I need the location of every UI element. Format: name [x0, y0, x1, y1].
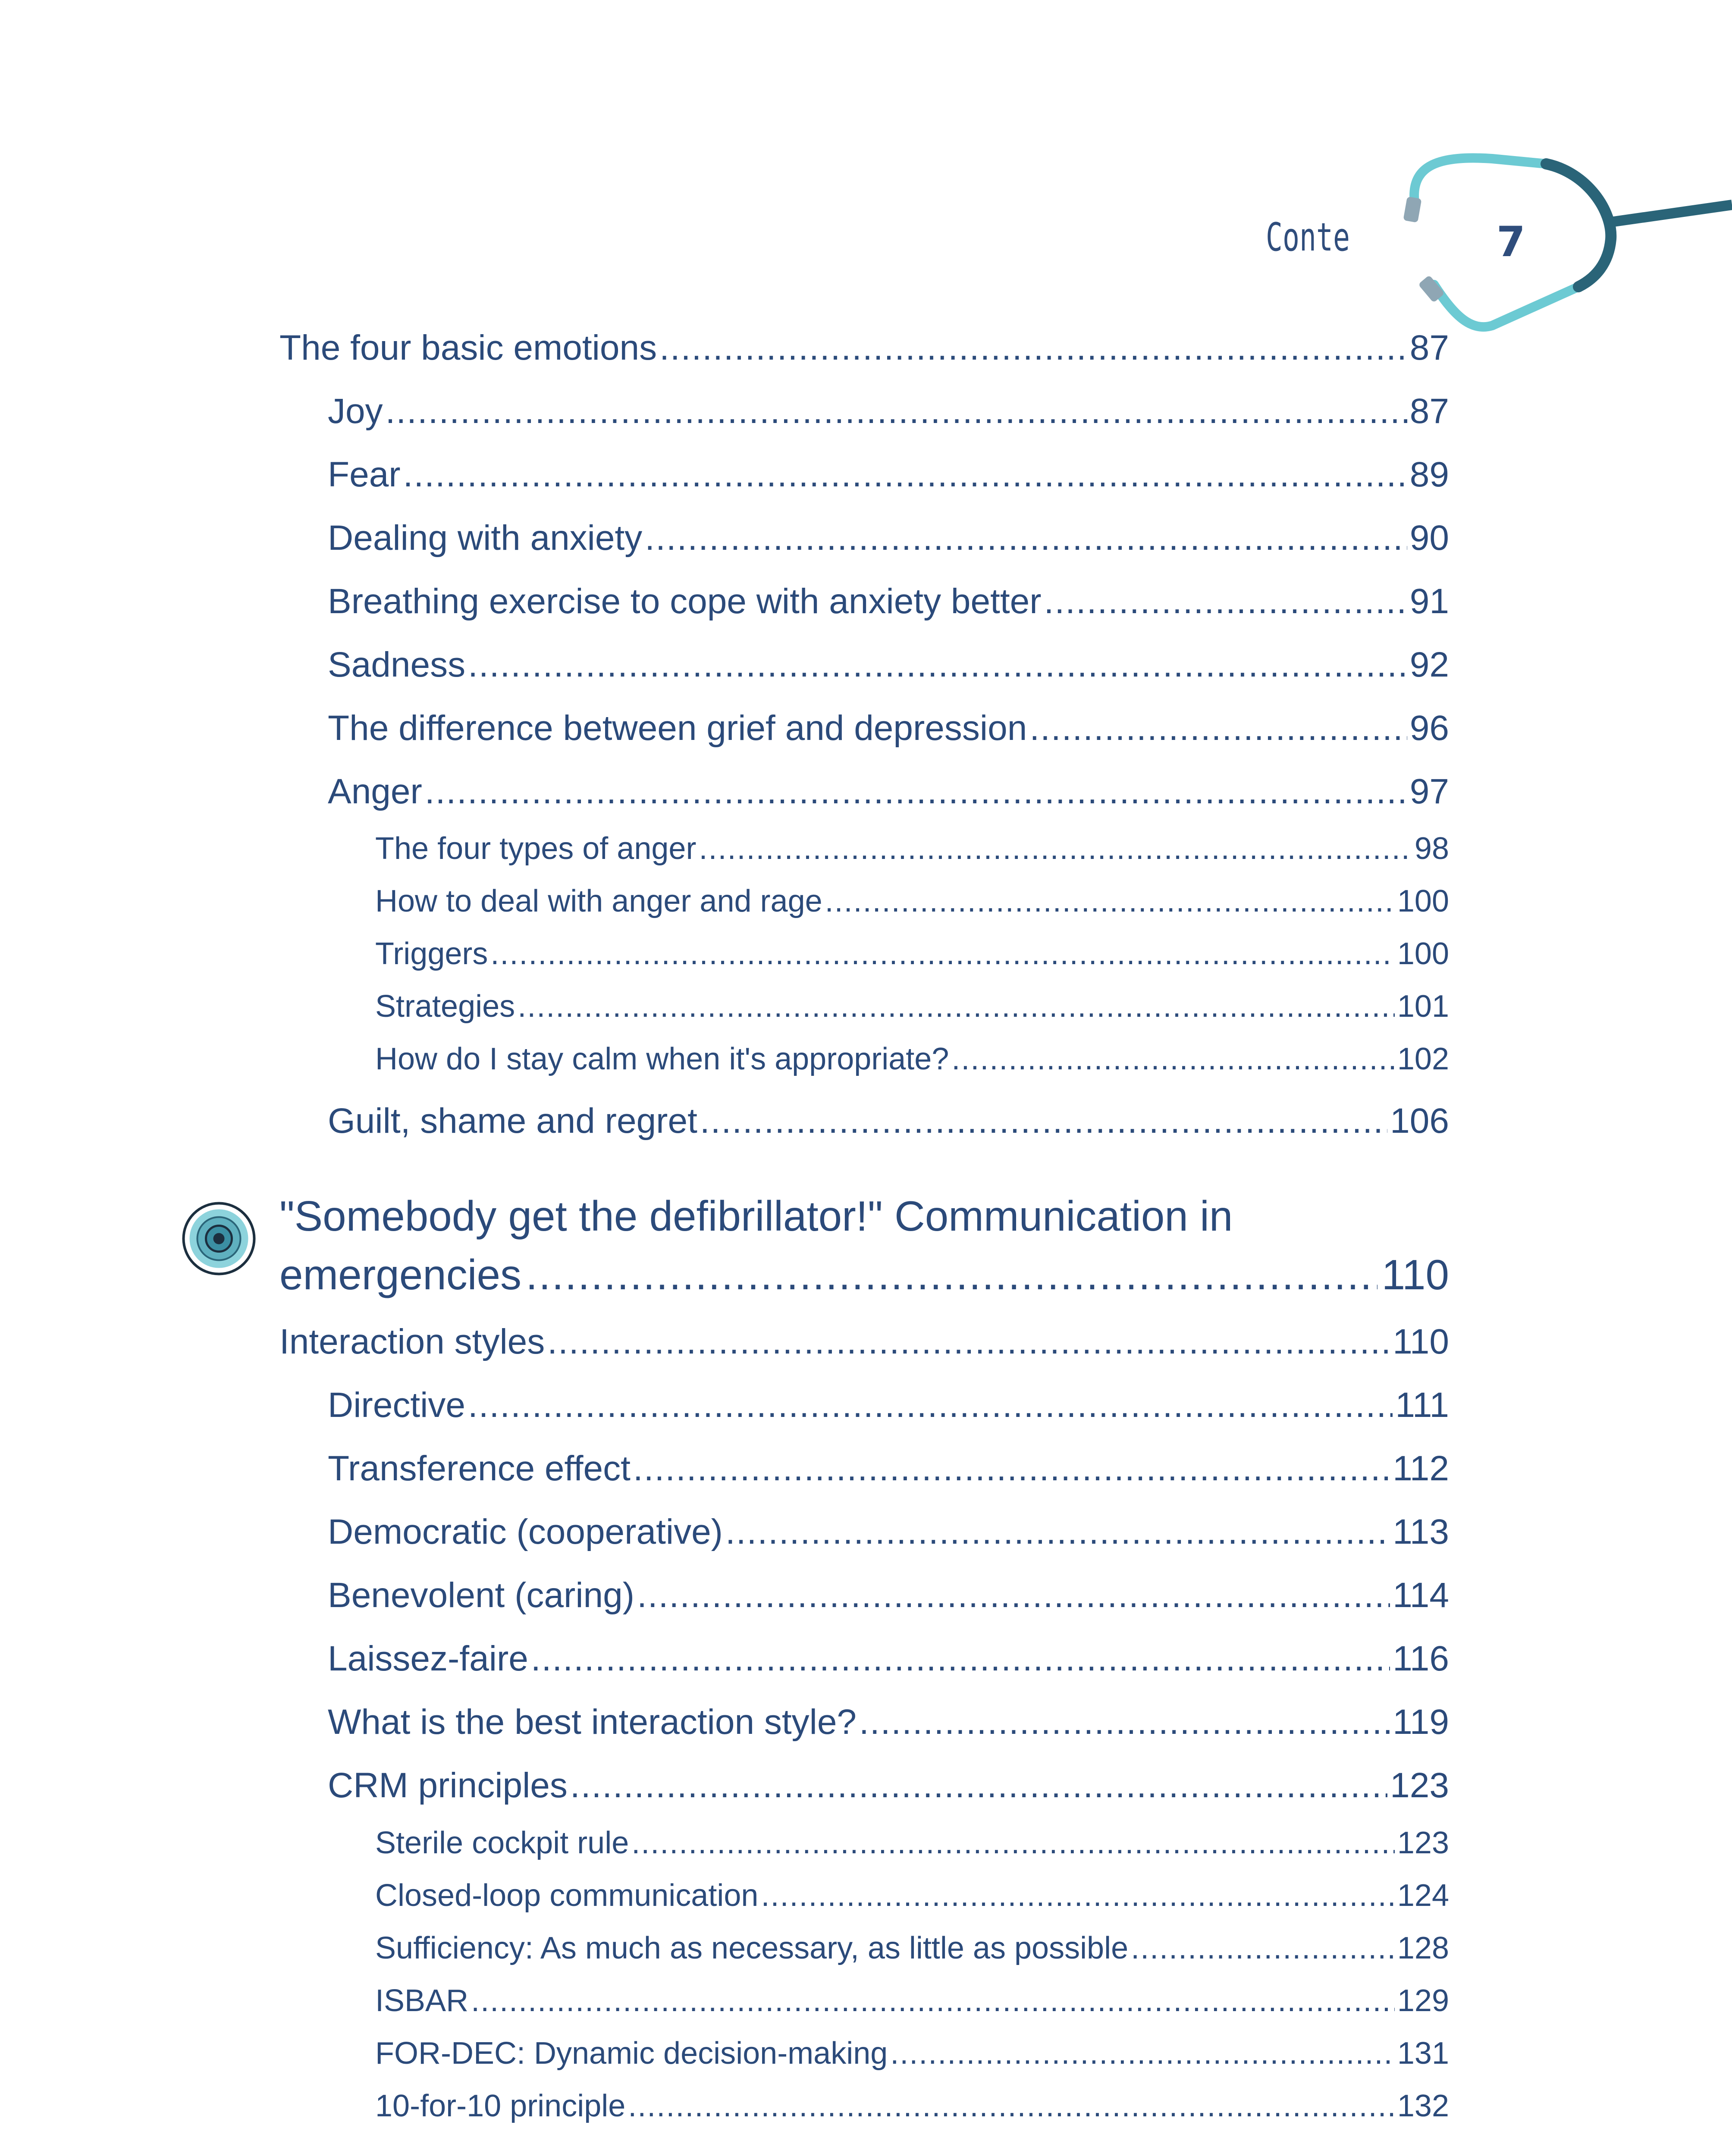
- toc-entry-page: 89: [1409, 455, 1449, 494]
- toc-entry-page: 123: [1390, 1766, 1449, 1805]
- toc-entry-page: 110: [1393, 1322, 1449, 1361]
- toc-entry-label: Anger: [328, 772, 422, 811]
- dot-leader: [659, 328, 1407, 368]
- toc-entry-page: 123: [1397, 1826, 1449, 1860]
- toc-entry[interactable]: [328, 454, 1449, 495]
- toc-entry[interactable]: [328, 645, 1449, 685]
- dot-leader: [526, 1245, 1377, 1304]
- toc-entry-label: Sadness: [328, 645, 466, 684]
- toc-entry-label: Breathing exercise to cope with anxiety better: [328, 582, 1042, 621]
- toc-entry[interactable]: [375, 884, 1449, 919]
- toc-entry-label: The difference between grief and depression: [328, 708, 1027, 748]
- toc-entry-label: CRM principles: [328, 1766, 568, 1805]
- toc-entry-label: Transference effect: [328, 1449, 631, 1488]
- dot-leader: [633, 1448, 1390, 1489]
- toc-entry[interactable]: [328, 1575, 1449, 1616]
- dot-leader: [637, 1575, 1390, 1616]
- toc-entry[interactable]: [375, 1930, 1449, 1966]
- toc-entry[interactable]: [328, 581, 1449, 622]
- toc-entry[interactable]: [375, 1878, 1449, 1913]
- toc-entry-label: Strategies: [375, 989, 515, 1024]
- toc-entry[interactable]: [328, 1385, 1449, 1426]
- toc-entry-label: ISBAR: [375, 1984, 469, 2018]
- toc-entry[interactable]: [375, 2036, 1449, 2071]
- toc-entry-label: Directive: [328, 1385, 465, 1425]
- toc-entry-page: 97: [1409, 772, 1449, 811]
- toc-entry-label: Sterile cockpit rule: [375, 1826, 629, 1860]
- toc-entry-page: 106: [1390, 1101, 1449, 1141]
- toc-entry-page: 102: [1397, 1042, 1449, 1076]
- toc-entry-label: FOR-DEC: Dynamic decision-making: [375, 2036, 888, 2071]
- toc-entry-page: 111: [1395, 1385, 1449, 1425]
- chapter-heading[interactable]: [279, 1187, 1449, 1304]
- dot-leader: [403, 454, 1407, 495]
- toc-entry-page: 92: [1409, 645, 1449, 684]
- dot-leader: [1029, 708, 1407, 749]
- toc-entry-page: 132: [1397, 2089, 1449, 2123]
- toc-entry-page: 119: [1393, 1702, 1449, 1742]
- stethoscope-icon: [1393, 147, 1732, 345]
- toc-entry-page: 87: [1409, 328, 1449, 367]
- toc-entry-label: Fear: [328, 455, 401, 494]
- toc-entry-page: 90: [1409, 518, 1449, 558]
- chapter-title-end: emergencies: [279, 1251, 522, 1298]
- dot-leader: [645, 518, 1407, 558]
- chapter-title: "Somebody get the defibrillator!" Communication in: [279, 1192, 1233, 1240]
- toc-entry-label: Triggers: [375, 937, 488, 971]
- dot-leader: [859, 1702, 1390, 1742]
- toc-entry-page: 100: [1397, 937, 1449, 971]
- toc-entry[interactable]: [328, 1448, 1449, 1489]
- toc-entry-page: 128: [1397, 1931, 1449, 1965]
- toc-entry[interactable]: [375, 1825, 1449, 1861]
- toc-entry[interactable]: [328, 1765, 1449, 1806]
- dot-leader: [890, 2036, 1395, 2071]
- running-header: Conte: [1266, 215, 1350, 260]
- toc-entry-label: How to deal with anger and rage: [375, 884, 822, 918]
- toc-entry-page: 116: [1393, 1639, 1449, 1678]
- toc-entry-label: Laissez-faire: [328, 1639, 528, 1678]
- toc-entry-label: Interaction styles: [279, 1322, 545, 1361]
- toc-entry[interactable]: [375, 831, 1449, 866]
- toc-entry-label: Sufficiency: As much as necessary, as little as possible: [375, 1931, 1129, 1965]
- toc-entry-page: 96: [1409, 708, 1449, 748]
- toc-entry-label: Benevolent (caring): [328, 1576, 635, 1615]
- toc-entry[interactable]: [375, 1983, 1449, 2018]
- toc-entry[interactable]: [328, 1512, 1449, 1552]
- toc-entry[interactable]: [279, 1322, 1449, 1362]
- toc-entry[interactable]: [375, 936, 1449, 971]
- dot-leader: [825, 884, 1395, 919]
- toc-entry[interactable]: [328, 1702, 1449, 1742]
- toc-entry-label: What is the best interaction style?: [328, 1702, 857, 1742]
- toc-entry-label: The four basic emotions: [279, 328, 657, 367]
- dot-leader: [628, 2088, 1395, 2124]
- dot-leader: [468, 645, 1407, 685]
- dot-leader: [1044, 581, 1407, 622]
- dot-leader: [631, 1825, 1395, 1861]
- dot-leader: [725, 1512, 1390, 1552]
- toc-entry-page: 131: [1397, 2036, 1449, 2071]
- dot-leader: [425, 771, 1407, 812]
- dot-leader: [547, 1322, 1390, 1362]
- dot-leader: [951, 1041, 1394, 1077]
- toc-entry[interactable]: [328, 1101, 1449, 1141]
- toc-entry-label: 10-for-10 principle: [375, 2089, 626, 2123]
- toc-entry[interactable]: [375, 989, 1449, 1024]
- dot-leader: [386, 391, 1407, 432]
- dot-leader: [490, 936, 1394, 971]
- page-number: 7: [1497, 218, 1525, 266]
- toc-entry[interactable]: [375, 1041, 1449, 1077]
- toc-entry-label: Guilt, shame and regret: [328, 1101, 697, 1141]
- chapter-page: 110: [1381, 1251, 1449, 1298]
- dot-leader: [471, 1983, 1395, 2018]
- toc-entry-label: Democratic (cooperative): [328, 1512, 723, 1551]
- toc-entry-page: 101: [1397, 989, 1449, 1024]
- dot-leader: [699, 831, 1412, 866]
- dot-leader: [518, 989, 1395, 1024]
- toc-entry[interactable]: [375, 2088, 1449, 2124]
- toc-entry-page: 91: [1409, 582, 1449, 621]
- dot-leader: [531, 1639, 1390, 1679]
- toc-entry[interactable]: [328, 518, 1449, 558]
- dot-leader: [761, 1878, 1394, 1913]
- toc-entry[interactable]: [279, 328, 1449, 368]
- toc-entry[interactable]: [328, 708, 1449, 749]
- toc-entry-label: Joy: [328, 392, 383, 431]
- toc-entry-page: 114: [1393, 1576, 1449, 1615]
- toc-entry-page: 98: [1414, 831, 1449, 866]
- toc-entry[interactable]: [328, 391, 1449, 432]
- chapter-title-continued: [279, 1245, 1449, 1304]
- dot-leader: [1131, 1930, 1395, 1966]
- toc-entry-page: 113: [1393, 1512, 1449, 1551]
- toc-entry[interactable]: [328, 771, 1449, 812]
- dot-leader: [468, 1385, 1393, 1426]
- dot-leader: [700, 1101, 1387, 1141]
- toc-entry-label: How do I stay calm when it's appropriate?: [375, 1042, 949, 1076]
- toc-entry-page: 129: [1397, 1984, 1449, 2018]
- toc-entry[interactable]: [328, 1639, 1449, 1679]
- toc-entry-label: Closed-loop communication: [375, 1878, 759, 1913]
- toc-entry-page: 100: [1397, 884, 1449, 918]
- target-icon: [181, 1201, 257, 1276]
- toc-entry-label: Dealing with anxiety: [328, 518, 643, 558]
- toc-entry-label: The four types of anger: [375, 831, 697, 866]
- toc-entry-page: 124: [1397, 1878, 1449, 1913]
- toc-entry-page: 112: [1393, 1449, 1449, 1488]
- dot-leader: [570, 1765, 1387, 1806]
- toc-entry-page: 87: [1409, 392, 1449, 431]
